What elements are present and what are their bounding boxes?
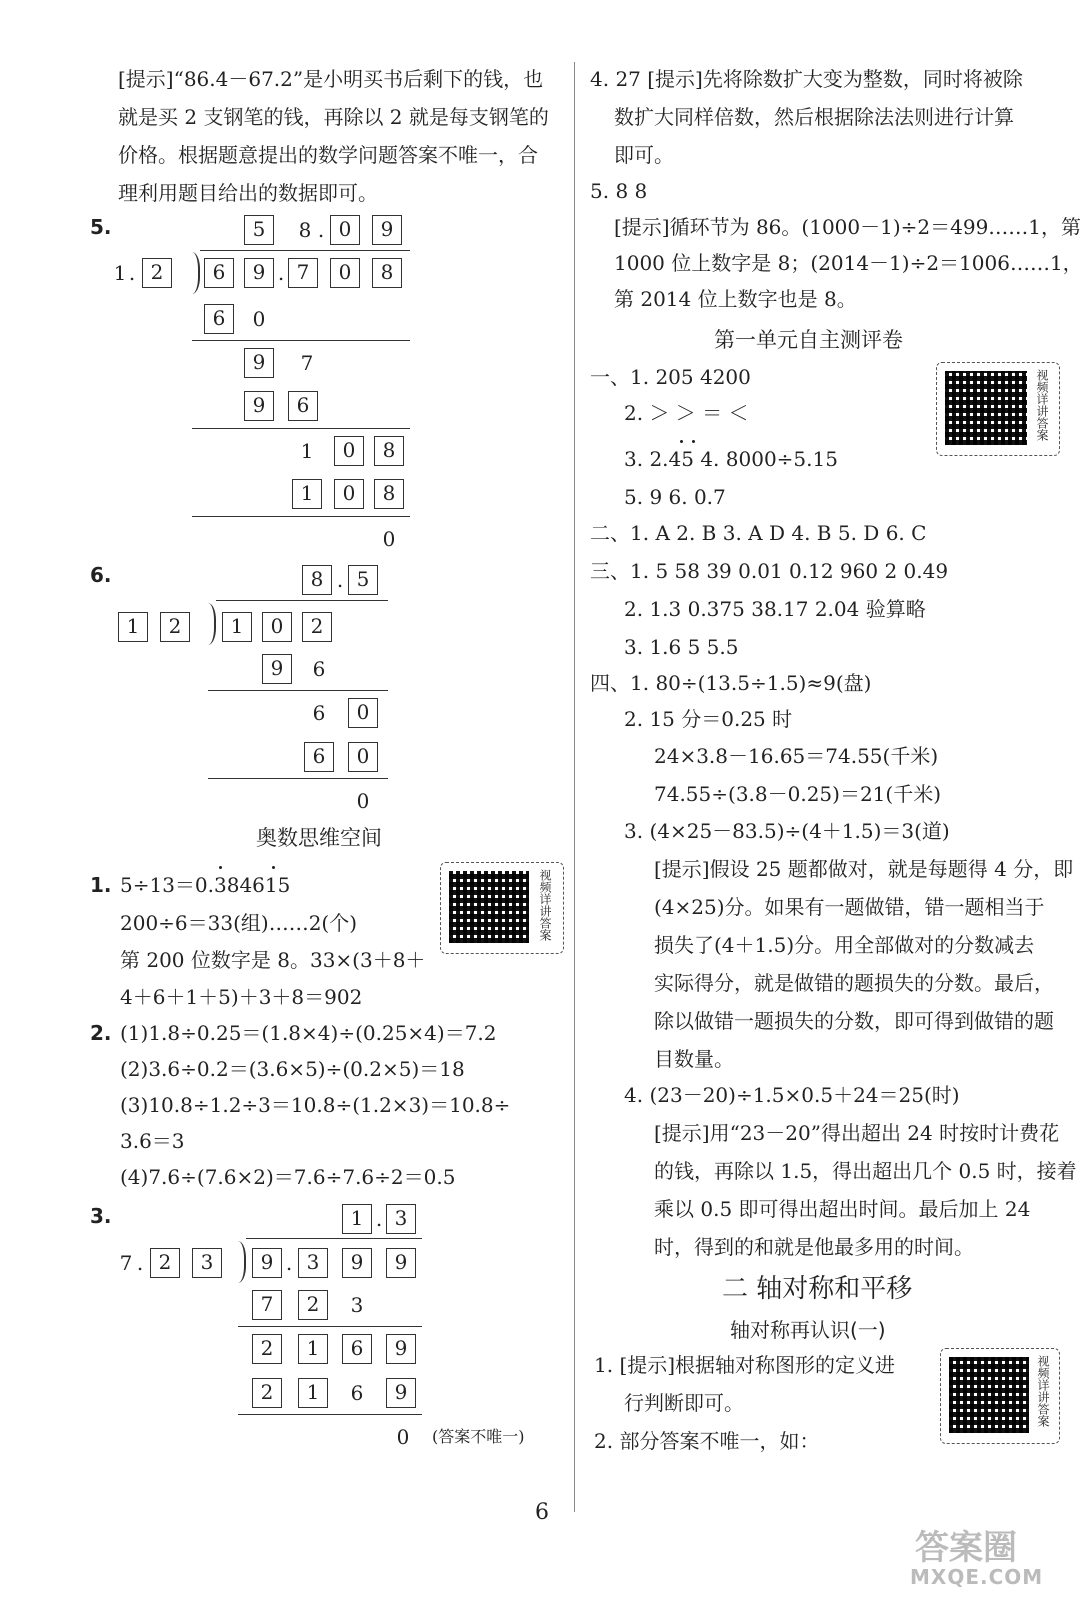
answer-line: 的钱，再除以 1.5，得出超出几个 0.5 时，接着 xyxy=(654,1159,1077,1183)
unit-title: 第一单元自主测评卷 xyxy=(714,328,903,352)
digit-box: 0 xyxy=(334,436,364,466)
digit: . xyxy=(136,1251,144,1275)
digit-box: 1 xyxy=(222,612,252,642)
digit: 7 xyxy=(300,351,314,375)
answer-line: 4＋6＋1＋5)＋3＋8＝902 xyxy=(120,985,363,1009)
answer-line: 第 2014 位上数字也是 8。 xyxy=(614,287,857,311)
digit-box: 2 xyxy=(160,612,190,642)
digit: 1 xyxy=(300,439,314,463)
lesson-title: 轴对称再认识(一) xyxy=(730,1318,886,1342)
note: (答案不唯一) xyxy=(432,1427,525,1446)
answer-line: 数扩大同样倍数，然后根据除法法则进行计算 xyxy=(614,105,1014,129)
answer-line: 5. 9 6. 0.7 xyxy=(624,485,726,509)
page-number: 6 xyxy=(535,1500,549,1525)
digit-box: 1 xyxy=(342,1204,372,1234)
answer-line: 200÷6＝33(组)……2(个) xyxy=(120,911,358,935)
answer-line: 2. 部分答案不唯一，如： xyxy=(594,1429,820,1453)
qr-label: 视频详讲答案 xyxy=(1036,1355,1050,1427)
answer-line: 1000 位上数字是 8；(2014－1)÷2＝1006……1， xyxy=(614,251,1083,275)
qr-code xyxy=(940,1348,1060,1444)
digit-box: 0 xyxy=(348,698,378,728)
digit-box: 9 xyxy=(244,391,274,421)
answer-line: 目数量。 xyxy=(654,1047,734,1071)
hint-line: 理利用题目给出的数据即可。 xyxy=(118,181,378,205)
digit-box: 8 xyxy=(374,479,404,509)
digit: . xyxy=(128,261,136,285)
answer-line: (1)1.8÷0.25＝(1.8×4)÷(0.25×4)＝7.2 xyxy=(120,1021,497,1045)
answer-line: 4. 27 [提示]先将除数扩大变为整数，同时将被除 xyxy=(590,67,1023,91)
qr-label: 视频详讲答案 xyxy=(1035,369,1049,441)
digit-box: 2 xyxy=(252,1378,282,1408)
question-number: 6. xyxy=(90,563,112,587)
digit-box: 3 xyxy=(298,1248,328,1278)
digit: . xyxy=(317,218,325,242)
digit: 0 xyxy=(396,1425,410,1449)
answer-line: 1. [提示]根据轴对称图形的定义进 xyxy=(594,1353,896,1377)
digit-box: 9 xyxy=(386,1334,416,1364)
digit-box: 6 xyxy=(204,258,234,288)
digit-box: 0 xyxy=(348,742,378,772)
digit-box: 2 xyxy=(298,1290,328,1320)
answer-line: 5÷13＝0.384615 xyxy=(120,873,291,897)
answer-line: (4)7.6÷(7.6×2)＝7.6÷7.6÷2＝0.5 xyxy=(120,1165,456,1189)
digit-box: 7 xyxy=(288,258,318,288)
answer-line: 3.6＝3 xyxy=(120,1129,185,1153)
chapter-title: 二 轴对称和平移 xyxy=(722,1274,913,1304)
digit-box: 5 xyxy=(348,565,378,595)
digit-box: 6 xyxy=(304,742,334,772)
answer-line: 4. (23－20)÷1.5×0.5＋24＝25(时) xyxy=(624,1083,960,1107)
qr-code-icon xyxy=(945,371,1027,445)
digit: 8 xyxy=(298,218,312,242)
digit: 0 xyxy=(382,527,396,551)
digit-box: 9 xyxy=(252,1248,282,1278)
answer-line: 第 200 位数字是 8。33×(3＋8＋ xyxy=(120,948,426,972)
question-number: 2. xyxy=(90,1021,112,1045)
digit-box: 2 xyxy=(302,612,332,642)
digit: . xyxy=(336,568,344,592)
qr-code-icon xyxy=(949,1357,1029,1433)
answer-line: (3)10.8÷1.2÷3＝10.8÷(1.2×3)＝10.8÷ xyxy=(120,1093,511,1117)
answer-line: 2. 15 分＝0.25 时 xyxy=(624,707,793,731)
digit-box: 7 xyxy=(252,1290,282,1320)
answer-line: 3. (4×25－83.5)÷(4＋1.5)＝3(道) xyxy=(624,819,950,843)
hint-line: 价格。根据题意提出的数学问题答案不唯一，合 xyxy=(118,143,538,167)
answer-line: 3. 1.6 5 5.5 xyxy=(624,635,739,659)
digit-box: 3 xyxy=(192,1248,222,1278)
digit-box: 9 xyxy=(386,1248,416,1278)
digit-box: 6 xyxy=(288,391,318,421)
digit: 0 xyxy=(356,789,370,813)
digit-box: 5 xyxy=(244,215,274,245)
digit-box: 9 xyxy=(244,258,274,288)
answer-line: (4×25)分。如果有一题做错，错一题相当于 xyxy=(654,895,1045,919)
digit: . xyxy=(277,261,285,285)
answer-line: 除以做错一题损失的分数，即可得到做错的题 xyxy=(654,1009,1054,1033)
answer-line: 一、1. 205 4200 xyxy=(590,365,751,389)
answer-line: 损失了(4＋1.5)分。用全部做对的分数减去 xyxy=(654,933,1035,957)
answer-line: 2. 1.3 0.375 38.17 2.04 验算略 xyxy=(624,597,926,621)
digit: 6 xyxy=(312,701,326,725)
answer-line: (2)3.6÷0.2＝(3.6×5)÷(0.2×5)＝18 xyxy=(120,1057,465,1081)
digit-box: 2 xyxy=(142,258,172,288)
answer-line: [提示]循环节为 86。(1000－1)÷2＝499……1，第 xyxy=(614,215,1082,239)
qr-code xyxy=(440,862,564,954)
answer-line: 时，得到的和就是他最多用的时间。 xyxy=(654,1235,974,1259)
qr-code xyxy=(936,362,1060,456)
qr-code-icon xyxy=(449,871,529,943)
digit: . xyxy=(285,1251,293,1275)
digit-box: 1 xyxy=(292,479,322,509)
answer-line: 2. ＞ ＞ ＝ ＜ xyxy=(624,401,749,425)
digit-box: 0 xyxy=(334,479,364,509)
watermark-url: MXQE.COM xyxy=(910,1565,1044,1589)
section-title: 奥数思维空间 xyxy=(256,826,382,850)
digit: 6 xyxy=(312,657,326,681)
digit: 3 xyxy=(350,1293,364,1317)
digit-box: 9 xyxy=(244,348,274,378)
digit-box: 9 xyxy=(386,1378,416,1408)
digit: . xyxy=(375,1207,383,1231)
answer-line: 四、1. 80÷(13.5÷1.5)≈9(盘) xyxy=(590,671,872,695)
question-number: 1. xyxy=(90,873,112,897)
digit-box: 1 xyxy=(118,612,148,642)
digit-box: 0 xyxy=(330,215,360,245)
answer-line: 3. 2.45 4. 8000÷5.15 xyxy=(624,447,838,471)
answer-line: 二、1. A 2. B 3. A D 4. B 5. D 6. C xyxy=(590,521,927,545)
qr-label: 视频详讲答案 xyxy=(538,869,552,941)
column-divider xyxy=(574,62,575,1512)
digit: 0 xyxy=(252,307,266,331)
answer-line: 行判断即可。 xyxy=(624,1391,744,1415)
digit-box: 8 xyxy=(374,436,404,466)
answer-line: [提示]用“23－20”得出超出 24 时按时计费花 xyxy=(654,1121,1060,1145)
answer-line: 实际得分，就是做错的题损失的分数。最后， xyxy=(654,971,1054,995)
digit-box: 2 xyxy=(150,1248,180,1278)
digit-box: 9 xyxy=(342,1248,372,1278)
watermark-logo: 答案圈 xyxy=(915,1528,1017,1568)
digit-box: 8 xyxy=(372,258,402,288)
digit-box: 1 xyxy=(298,1334,328,1364)
digit: 6 xyxy=(350,1381,364,1405)
digit-box: 0 xyxy=(262,612,292,642)
answer-line: 74.55÷(3.8－0.25)＝21(千米) xyxy=(654,782,942,806)
question-number: 3. xyxy=(90,1204,112,1228)
digit-box: 3 xyxy=(386,1204,416,1234)
answer-line: 即可。 xyxy=(614,143,674,167)
digit-box: 8 xyxy=(302,565,332,595)
digit-box: 0 xyxy=(330,258,360,288)
answer-line: 5. 8 8 xyxy=(590,179,648,203)
digit-box: 6 xyxy=(342,1334,372,1364)
answer-line: [提示]假设 25 题都做对，就是每题得 4 分，即 xyxy=(654,857,1074,881)
digit: 7 xyxy=(119,1251,133,1275)
digit-box: 1 xyxy=(298,1378,328,1408)
hint-line: [提示]“86.4－67.2”是小明买书后剩下的钱，也 xyxy=(118,67,544,91)
digit-box: 6 xyxy=(204,304,234,334)
answer-line: 三、1. 5 58 39 0.01 0.12 960 2 0.49 xyxy=(590,559,949,583)
question-number: 5. xyxy=(90,215,112,239)
digit-box: 9 xyxy=(262,654,292,684)
digit-box: 2 xyxy=(252,1334,282,1364)
digit-box: 9 xyxy=(372,215,402,245)
answer-line: 24×3.8－16.65＝74.55(千米) xyxy=(654,744,939,768)
answer-line: 乘以 0.5 即可得出超出时间。最后加上 24 xyxy=(654,1197,1031,1221)
digit: 1 xyxy=(113,261,127,285)
hint-line: 就是买 2 支钢笔的钱，再除以 2 就是每支钢笔的 xyxy=(118,105,549,129)
